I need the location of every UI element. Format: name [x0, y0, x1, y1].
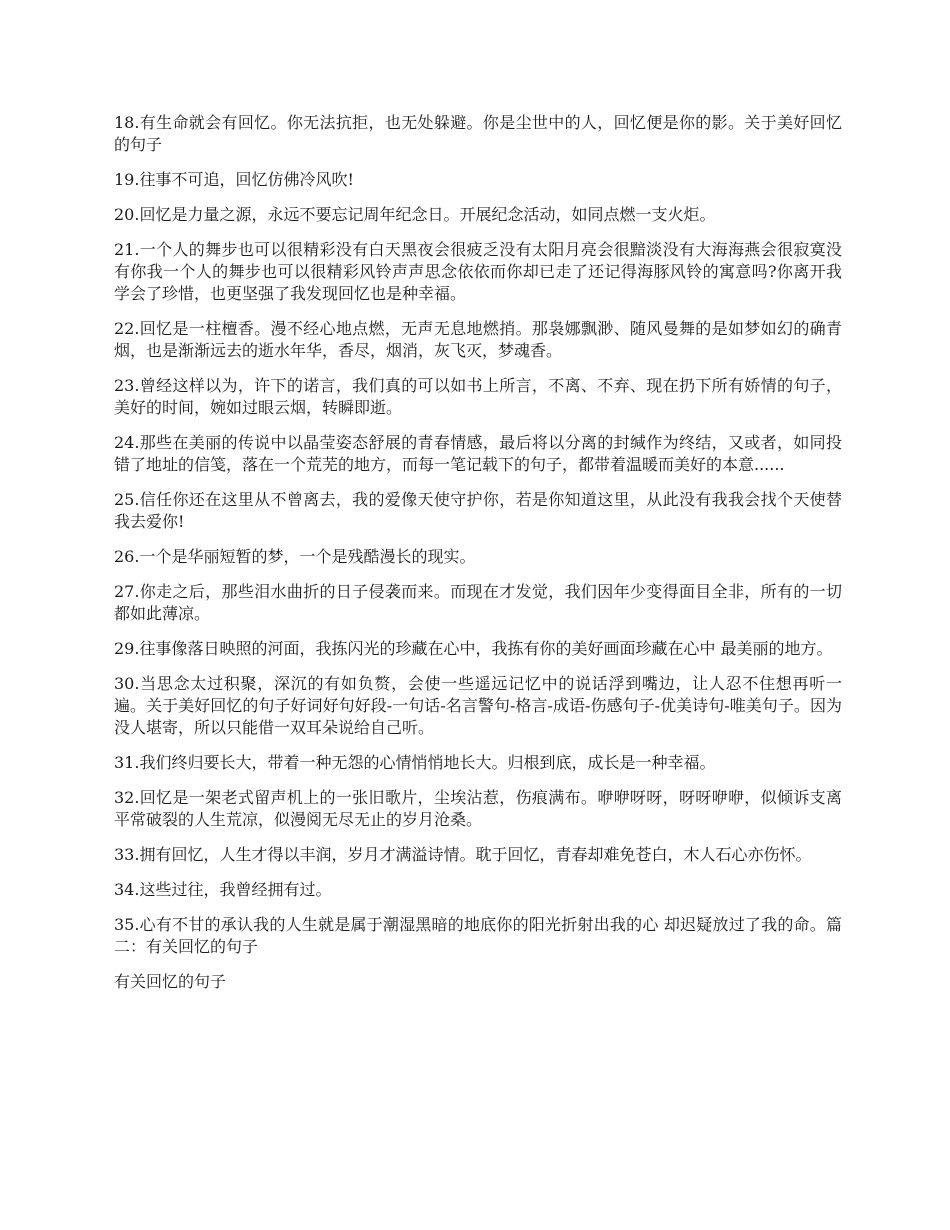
- paragraph-22: 22.回忆是一柱檀香。漫不经心地点燃，无声无息地燃捎。那袅娜飘渺、随风曼舞的是如梦如幻的确青烟，也是渐渐远去的逝水年华，香尽，烟消，灰飞灭，梦魂香。: [114, 319, 842, 360]
- paragraph-24: 24.那些在美丽的传说中以晶莹姿态舒展的青春情感，最后将以分离的封缄作为终结，又或者，如同投错了地址的信笺，落在一个荒芜的地方，而每一笔记载下的句子，都带着温暖而美好的本意......: [114, 433, 842, 474]
- section-heading: 有关回忆的句子: [114, 972, 227, 991]
- paragraph-18: 18.有生命就会有回忆。你无法抗拒，也无处躲避。你是尘世中的人，回忆便是你的影。关于美好回忆的句子: [114, 113, 842, 154]
- paragraph-31: 31.我们终归要长大，带着一种无怨的心情悄悄地长大。归根到底，成长是一种幸福。: [114, 753, 716, 772]
- paragraph-19: 19.往事不可追，回忆仿佛冷风吹!: [114, 170, 354, 189]
- paragraph-27: 27.你走之后，那些泪水曲折的日子侵袭而来。而现在才发觉，我们因年少变得面目全非，所有的一切都如此薄凉。: [114, 582, 842, 623]
- paragraph-33: 33.拥有回忆，人生才得以丰润，岁月才满溢诗情。耽于回忆，青春却难免苍白，木人石心亦伤怀。: [114, 845, 812, 864]
- paragraph-32: 32.回忆是一架老式留声机上的一张旧歌片，尘埃沾惹，伤痕满布。咿咿呀呀，呀呀咿咿，似倾诉支离平常破裂的人生荒凉，似漫阅无尽无止的岁月沧桑。: [114, 788, 842, 829]
- paragraph-20: 20.回忆是力量之源，永远不要忘记周年纪念日。开展纪念活动，如同点燃一支火炬。: [114, 205, 716, 224]
- paragraph-34: 34.这些过往，我曾经拥有过。: [114, 880, 332, 899]
- paragraph-21: 21.一个人的舞步也可以很精彩没有白天黑夜会很疲乏没有太阳月亮会很黯淡没有大海海燕会很寂寞没有你我一个人的舞步也可以很精彩风铃声声思念依依而你却已走了还记得海豚风铃的寓意吗?你离开我学会了珍惜，也更坚强了我发现回忆也是种幸福。: [114, 240, 842, 303]
- paragraph-25: 25.信任你还在这里从不曾离去，我的爱像天使守护你，若是你知道这里，从此没有我我会找个天使替我去爱你!: [114, 490, 842, 531]
- document-body: [114, 112, 842, 1006]
- paragraph-29: 29.往事像落日映照的河面，我拣闪光的珍藏在心中，我拣有你的美好画面珍藏在心中 最美丽的地方。: [114, 639, 833, 658]
- paragraph-26: 26.一个是华丽短暂的梦，一个是残酷漫长的现实。: [114, 547, 476, 566]
- paragraph-30: 30.当思念太过积聚，深沉的有如负赘，会使一些遥远记忆中的说话浮到嘴边，让人忍不住想再听一遍。关于美好回忆的句子好词好句好段-一句话-名言警句-格言-成语-伤感句子-优美诗句-唯美句子。因为没人堪寄，所以只能借一双耳朵说给自己听。: [114, 674, 842, 737]
- paragraph-23: 23.曾经这样以为，许下的诺言，我们真的可以如书上所言，不离、不弃、现在扔下所有娇情的句子，美好的时间，婉如过眼云烟，转瞬即逝。: [114, 376, 842, 417]
- paragraph-35: 35.心有不甘的承认我的人生就是属于潮湿黑暗的地底你的阳光折射出我的心 却迟疑放过了我的命。篇二：有关回忆的句子: [114, 915, 842, 956]
